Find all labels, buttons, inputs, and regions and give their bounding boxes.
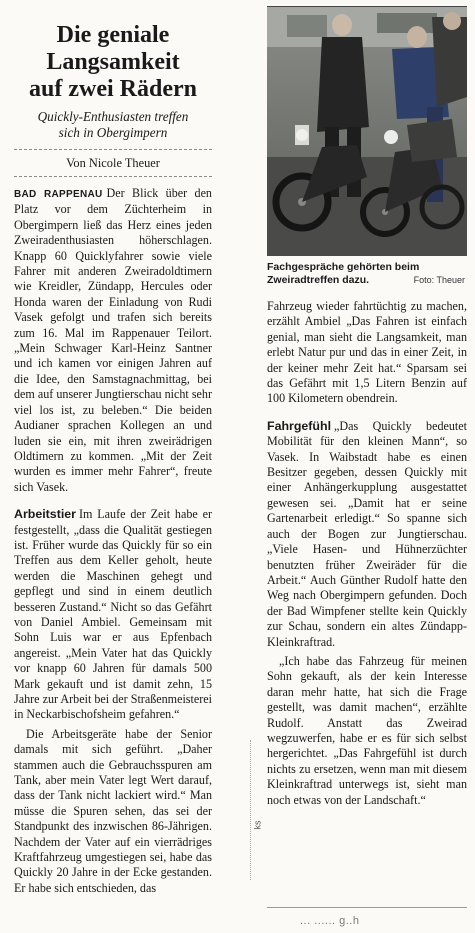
section-heading: Fahrgefühl [267,418,332,433]
body-paragraph [267,299,467,407]
photo-credit: Foto: Theuer [413,275,465,285]
right-column-text [267,299,467,808]
headline-line-1: Die geniale [56,22,170,48]
dateline: BAD RAPPENAU [14,189,103,200]
byline: Von Nicole Theuer [66,156,160,170]
photo-motorcycles-image [267,7,467,256]
photo-caption [267,261,467,287]
paragraph-text: „Ich habe das Fahrzeug für meinen Sohn gekauft, als der kein Interesse daran mehr hatte, hat sich die Frage gestellt, was damit machen“, erzählte Rudolf. Anstatt das Zweirad wegzuwerfen, habe er es für sich selbst hergerichtet. „Das Fahrgefühl ist durch nichts zu ersetzen, wenn man mit diesem Kleinkraftrad unterwegs ist, sieht man noch etwas von der Landschaft.“ [267,653,467,807]
column-divider [250,740,251,880]
article-photo [267,6,467,256]
body-paragraph [267,654,467,808]
left-column [14,8,212,900]
paragraph-text: Der Blick über den Platz vor dem Züchterheim in Obergimpern ließ das Herz eines jeden Zweiradenthusiasten höherschlagen. Knapp 60 Quicklyfahrer sowie viele Fahrer mit anderen Zweiradoldtimern wie Kreidler, Zündapp, Hercules oder Honda waren der Einladung von Rudi Vasek gefolgt und trafen sich bereits zum 16. Mal im Rappenauer Teilort. „Mein Schwager Karl-Heinz Santner und ich kamen vor einigen Jahren auf die Idee, den Samstagnachmittag, bei dem auf unserer Jungtierschau nicht sehr viel los ist, zu beleben.“ Die beiden Audianer sprachen Kollegen an und luden sie ein, mit ihren zweirädrigen Oldtimern zu kommen. „Mit der Zeit wurden es immer mehr Fahrer“, freute sich Vasek. [14,186,212,494]
divider [14,149,212,150]
margin-mark: ks [252,820,263,830]
body-paragraph [14,727,212,896]
paragraph-text: Die Arbeitsgeräte habe der Senior damals mit sich geführt. „Daher stammen auch die Gebrauchsspuren am Tank, aber mein Vater legt Wert darauf, dass der Tank nicht lackiert wird.“ Man müsse die Spuren sehen, das sei der Standpunkt des inzwischen 86-Jährigen. Nachdem der Vater auf ein vierrädriges Kraftfahrzeug umgestiegen sei, habe das Quickly 20 Jahre in der Ecke gestanden. Er habe sich entschieden, das [14,726,212,895]
paragraph-text: Fahrzeug wieder fahrtüchtig zu machen, erzählt Ambiel „Das Fahren ist einfach genial, man sieht die Langsamkeit, man erlebt Natur pur und das in einer Zeit, in der keiner mehr Zeit hat.“ Sparsam sei das Gefährt mit 1,5 Litern Benzin auf 100 Kilometern obendrein. [267,299,467,406]
paragraph-text: „Das Quickly bedeutet Mobilität für den kleinen Mann“, so Vasek. In Waibstadt habe es einen Besitzer gegeben, dessen Quickly mit einer Anhängerkupplung ausgestattet gewesen sei. „Damit hat er seine Gartenarbeit erledigt.“ So spanne sich auch der Bogen zur Jungtierschau. „Viele Hasen- und Hühnerzüchter benutzten früher Zweiräder für die Arbeit.“ Auch Günther Rudolf hatte den Weg nach Obergimpern gefunden. Doch der Bad Wimpfener stellte kein Quickly zur Schau, sondern ein altes Zündapp-Kleinkraftrad. [267,418,467,649]
divider [267,907,467,908]
headline-line-2: Langsamkeit [46,49,180,75]
subheadline-line-2: sich in Obergimpern [58,125,168,140]
section-paragraph [267,419,467,650]
right-column [267,6,467,812]
caption-text: Fachgespräche gehörten beim Zweiradtreffen dazu. [267,261,420,286]
footer-fragment [0,912,475,933]
divider [14,176,212,177]
article-headline [14,22,212,103]
paragraph-text: Im Laufe der Zeit habe er festgestellt, „dass die Qualität gestiegen ist. Früher wurde das Quickly für so ein Treffen aus dem Keller geholt, heute werden die Maschinen gehegt und gepflegt und sind in einem deutlich besseren Zustand.“ Nicht so das Gefährt von Daniel Ambiel. Gemeinsam mit Sohn Luis war er aus Epfenbach angereist. „Mein Vater hat das Quickly vor knapp 60 Jahren für damals 500 Mark gekauft und ist damit zehn, 15 Jahre zur Arbeit bei der Straßenmeisterei in Neckarbischofsheim gefahren.“ [14,507,212,722]
footer-fragment-text: ... ...... g..h [300,915,360,927]
article-subheadline [14,109,212,141]
subheadline-line-1: Quickly-Enthusiasten treffen [37,109,189,124]
lead-paragraph [14,186,212,495]
headline-line-3: auf zwei Rädern [29,76,197,102]
section-heading: Arbeitstier [14,507,76,522]
section-paragraph [14,507,212,723]
